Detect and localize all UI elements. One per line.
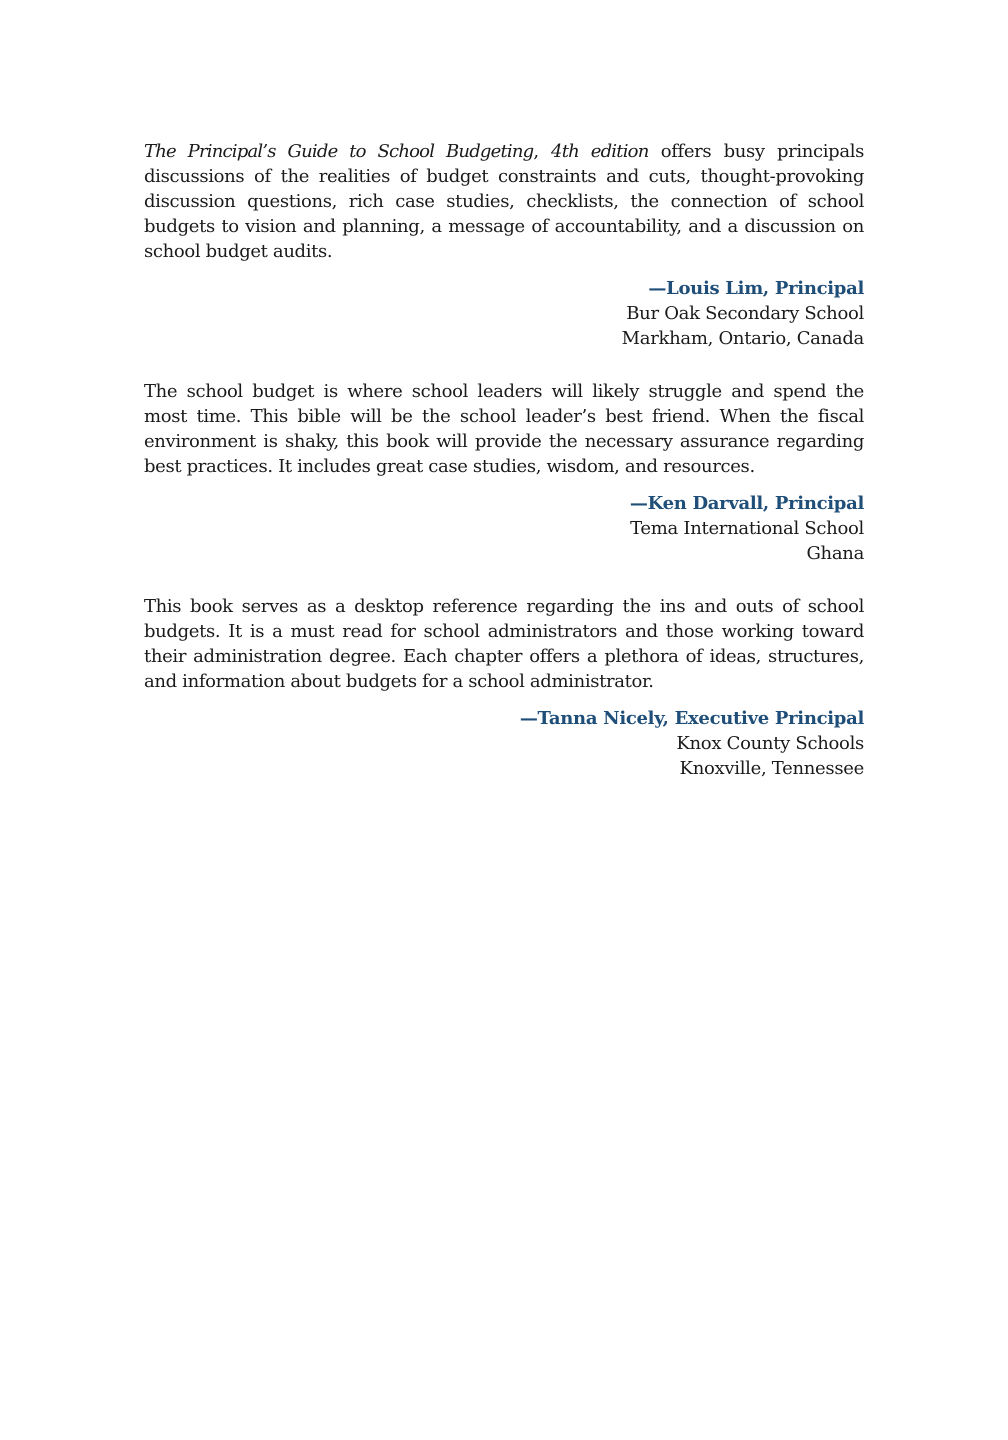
- endorsement-ken-darvall: [144, 379, 864, 566]
- endorser-affiliation: Bur Oak Secondary School: [626, 303, 864, 324]
- title-comma: ,: [533, 141, 552, 162]
- endorser-location: Ghana: [806, 543, 864, 564]
- endorsement-quote: This book serves as a desktop reference regarding the ins and outs of school budgets. It is a must read for school administrators and those working toward their administration degree. Each chapter offers a plethora of ideas, structures, and information about budgets for a school administrator.: [144, 596, 864, 692]
- praise-page: [144, 139, 864, 809]
- endorsement-louis-lim: [144, 139, 864, 351]
- book-title: The Principal’s Guide to School Budgeting: [144, 141, 534, 162]
- endorser-name: —Louis Lim, Principal: [648, 278, 864, 299]
- endorser-name: —Ken Darvall, Principal: [629, 493, 864, 514]
- endorser-location: Markham, Ontario, Canada: [621, 328, 864, 349]
- endorser-affiliation: Knox County Schools: [676, 733, 864, 754]
- book-edition: 4th edition: [551, 141, 649, 162]
- attribution: [144, 706, 864, 781]
- endorser-name: —Tanna Nicely, Executive Principal: [519, 708, 864, 729]
- attribution: [144, 491, 864, 566]
- endorser-affiliation: Tema International School: [630, 518, 864, 539]
- endorsement-tanna-nicely: [144, 594, 864, 781]
- endorser-location: Knoxville, Tennessee: [679, 758, 864, 779]
- attribution: [144, 276, 864, 351]
- quote-body: offers busy principals discussions of the realities of budget constraints and cuts, thought-provoking discussion questions, rich case studies, checklists, the connection of school budgets to vision and planning, a message of accountability, and a discussion on school budget audits.: [144, 141, 865, 262]
- endorsement-quote: The school budget is where school leaders will likely struggle and spend the most time. This bible will be the school leader’s best friend. When the fiscal environment is shaky, this book will provide the necessary assurance regarding best practices. It includes great case studies, wisdom, and resources.: [144, 381, 864, 477]
- endorsement-quote: [144, 139, 864, 264]
